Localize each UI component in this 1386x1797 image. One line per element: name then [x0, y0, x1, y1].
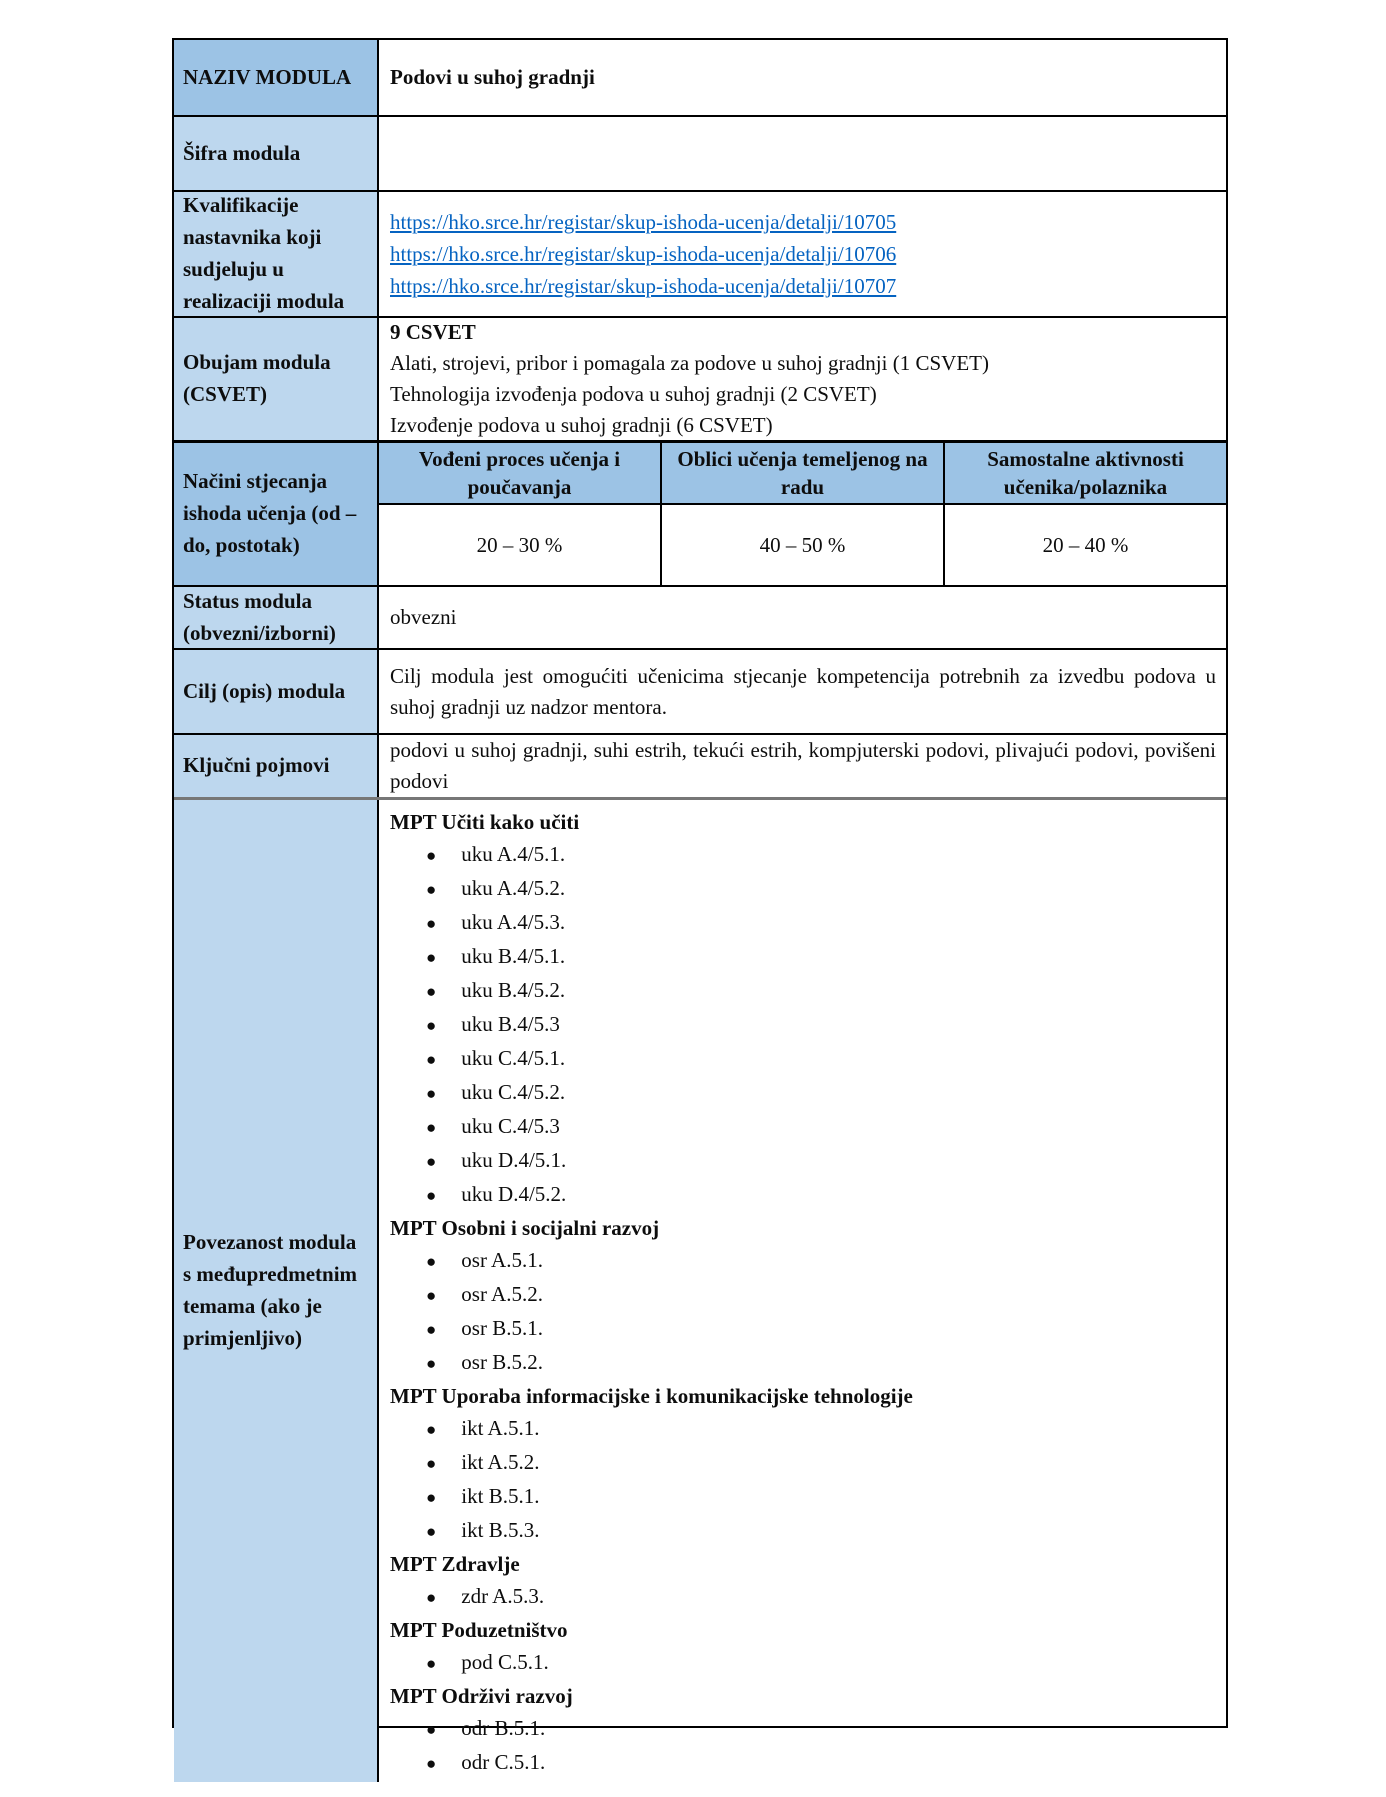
bullet-icon: ●	[426, 1420, 437, 1439]
mpt-group-heading: MPT Osobni i socijalni razvoj	[390, 1216, 660, 1240]
list-item	[390, 1076, 1216, 1110]
label-obujam-modula: Obujam modula (CSVET)	[174, 318, 379, 440]
list-item-text: ikt A.5.1.	[461, 1416, 540, 1440]
list-item-text: osr B.5.1.	[461, 1316, 543, 1340]
label-sifra-modula: Šifra modula	[174, 117, 379, 190]
cell-kvalifikacije	[379, 192, 1226, 316]
list-item	[390, 1514, 1216, 1548]
cell-sifra-modula	[379, 117, 1226, 190]
bullet-icon: ●	[426, 1588, 437, 1607]
list-item	[390, 872, 1216, 906]
list-item	[390, 1646, 1216, 1680]
list-item-text: odr C.5.1.	[461, 1750, 546, 1774]
list-item-text: uku B.4/5.2.	[461, 978, 566, 1002]
list-item-text: pod C.5.1.	[461, 1650, 549, 1674]
row-status-modula	[174, 585, 1226, 648]
nested-table-column	[943, 443, 1226, 585]
nested-table-column	[379, 443, 660, 585]
mpt-bullet-list	[390, 838, 1216, 1212]
list-item	[390, 1244, 1216, 1278]
list-item-text: osr A.5.1.	[461, 1248, 543, 1272]
mpt-group	[390, 1380, 1216, 1548]
module-title: Podovi u suhoj gradnji	[390, 65, 595, 89]
mpt-bullet-list	[390, 1712, 1216, 1780]
list-item	[390, 974, 1216, 1008]
cell-kljucni-pojmovi	[379, 735, 1226, 797]
list-item	[390, 1178, 1216, 1212]
bullet-icon: ●	[426, 1050, 437, 1069]
list-item	[390, 1312, 1216, 1346]
qualification-link[interactable]: https://hko.srce.hr/registar/skup-ishoda-ucenja/detalji/10705	[390, 210, 897, 234]
label-povezanost: Povezanost modula s međupredmetnim temama (ako je primjenljivo)	[174, 800, 379, 1782]
bullet-icon: ●	[426, 982, 437, 1001]
mpt-group-heading: MPT Održivi razvoj	[390, 1684, 573, 1708]
bullet-icon: ●	[426, 1454, 437, 1473]
qualification-links	[390, 206, 1216, 302]
row-kvalifikacije	[174, 190, 1226, 316]
module-goal-text: Cilj modula jest omogućiti učenicima stjecanje kompetencija potrebnih za izvedbu podova u suhoj gradnji uz nadzor mentora.	[390, 663, 1216, 719]
label-kljucni-pojmovi: Ključni pojmovi	[174, 735, 379, 797]
cell-povezanost	[379, 800, 1226, 1782]
list-item-text: osr A.5.2.	[461, 1282, 543, 1306]
label-kvalifikacije: Kvalifikacije nastavnika koji sudjeluju u realizaciji modula	[174, 192, 379, 316]
list-item	[390, 1412, 1216, 1446]
qualification-link[interactable]: https://hko.srce.hr/registar/skup-ishoda-ucenja/detalji/10707	[390, 274, 897, 298]
bullet-icon: ●	[426, 1720, 437, 1739]
cell-obujam-modula	[379, 318, 1226, 440]
list-item	[390, 838, 1216, 872]
nested-table-value: 40 – 50 %	[759, 532, 846, 557]
list-item-text: uku B.4/5.3	[461, 1012, 560, 1036]
bullet-icon: ●	[426, 914, 437, 933]
module-status-value: obvezni	[390, 605, 457, 629]
bullet-icon: ●	[426, 1016, 437, 1035]
bullet-icon: ●	[426, 1654, 437, 1673]
csvet-item: Izvođenje podova u suhoj gradnji (6 CSVET)	[390, 413, 773, 437]
label-status-modula: Status modula (obvezni/izborni)	[174, 587, 379, 648]
list-item	[390, 1480, 1216, 1514]
bullet-icon: ●	[426, 880, 437, 899]
row-povezanost	[174, 797, 1226, 1782]
list-item	[390, 1580, 1216, 1614]
csvet-total: 9 CSVET	[390, 320, 476, 344]
mpt-group	[390, 1212, 1216, 1380]
nested-table-header: Vođeni proces učenja i poučavanja	[379, 443, 660, 505]
label-cilj-modula: Cilj (opis) modula	[174, 650, 379, 733]
bullet-icon: ●	[426, 1084, 437, 1103]
bullet-icon: ●	[426, 1522, 437, 1541]
list-item-text: uku D.4/5.2.	[461, 1182, 567, 1206]
list-item	[390, 1346, 1216, 1380]
bullet-icon: ●	[426, 1320, 437, 1339]
mpt-group-heading: MPT Zdravlje	[390, 1552, 520, 1576]
list-item	[390, 1110, 1216, 1144]
mpt-group	[390, 1548, 1216, 1614]
bullet-icon: ●	[426, 1186, 437, 1205]
nested-table-value: 20 – 40 %	[1042, 532, 1129, 557]
list-item-text: uku C.4/5.2.	[461, 1080, 566, 1104]
list-item	[390, 1712, 1216, 1746]
csvet-breakdown	[390, 317, 1216, 441]
module-description-table	[172, 38, 1228, 1774]
list-item-text: ikt B.5.3.	[461, 1518, 540, 1542]
label-naziv-modula: NAZIV MODULA	[174, 40, 379, 115]
bullet-icon: ●	[426, 1286, 437, 1305]
list-item-text: uku A.4/5.3.	[461, 910, 566, 934]
list-item-text: osr B.5.2.	[461, 1350, 543, 1374]
bullet-icon: ●	[426, 1252, 437, 1271]
list-item	[390, 940, 1216, 974]
bullet-icon: ●	[426, 846, 437, 865]
nested-table-header: Oblici učenja temeljenog na radu	[662, 443, 943, 505]
row-sifra-modula	[174, 115, 1226, 190]
nested-table-column	[660, 443, 943, 585]
bullet-icon: ●	[426, 1488, 437, 1507]
list-item	[390, 1278, 1216, 1312]
list-item-text: odr B.5.1.	[461, 1716, 546, 1740]
mpt-bullet-list	[390, 1580, 1216, 1614]
csvet-items	[390, 348, 1216, 441]
mpt-bullet-list	[390, 1412, 1216, 1548]
bullet-icon: ●	[426, 1354, 437, 1373]
row-kljucni-pojmovi	[174, 733, 1226, 797]
mpt-group-heading: MPT Učiti kako učiti	[390, 810, 580, 834]
cell-status-modula	[379, 587, 1226, 648]
bullet-icon: ●	[426, 1754, 437, 1773]
list-item-text: ikt A.5.2.	[461, 1450, 540, 1474]
csvet-item: Tehnologija izvođenja podova u suhoj gradnji (2 CSVET)	[390, 382, 877, 406]
csvet-item: Alati, strojevi, pribor i pomagala za podove u suhoj gradnji (1 CSVET)	[390, 351, 989, 375]
cell-naziv-modula	[379, 40, 1226, 115]
qualification-link[interactable]: https://hko.srce.hr/registar/skup-ishoda-ucenja/detalji/10706	[390, 242, 897, 266]
list-item	[390, 906, 1216, 940]
list-item	[390, 1446, 1216, 1480]
list-item-text: uku B.4/5.1.	[461, 944, 566, 968]
list-item	[390, 1008, 1216, 1042]
learning-modes-table	[379, 443, 1226, 585]
row-obujam-modula	[174, 316, 1226, 440]
mpt-group-heading: MPT Uporaba informacijske i komunikacijske tehnologije	[390, 1384, 913, 1408]
row-naziv-modula	[174, 40, 1226, 115]
mpt-group-heading: MPT Poduzetništvo	[390, 1618, 568, 1642]
bullet-icon: ●	[426, 948, 437, 967]
mpt-bullet-list	[390, 1244, 1216, 1380]
label-nacini-stjecanja: Načini stjecanja ishoda učenja (od –do, postotak)	[174, 443, 379, 585]
mpt-group	[390, 1614, 1216, 1680]
list-item-text: zdr A.5.3.	[461, 1584, 545, 1608]
cell-nacini-stjecanja	[379, 443, 1226, 585]
list-item-text: uku D.4/5.1.	[461, 1148, 567, 1172]
list-item	[390, 1746, 1216, 1780]
row-cilj-modula	[174, 648, 1226, 733]
nested-table-value: 20 – 30 %	[476, 532, 563, 557]
list-item-text: uku C.4/5.3	[461, 1114, 560, 1138]
list-item	[390, 1042, 1216, 1076]
mpt-group	[390, 806, 1216, 1212]
nested-table-header: Samostalne aktivnosti učenika/polaznika	[945, 443, 1226, 505]
list-item-text: uku C.4/5.1.	[461, 1046, 566, 1070]
key-terms-text: podovi u suhoj gradnji, suhi estrih, tekući estrih, kompjuterski podovi, plivajući podovi, povišeni podovi	[390, 738, 1216, 793]
row-nacini-stjecanja	[174, 440, 1226, 585]
list-item-text: ikt B.5.1.	[461, 1484, 540, 1508]
list-item	[390, 1144, 1216, 1178]
bullet-icon: ●	[426, 1118, 437, 1137]
bullet-icon: ●	[426, 1152, 437, 1171]
cell-cilj-modula	[379, 650, 1226, 733]
list-item-text: uku A.4/5.1.	[461, 842, 566, 866]
mpt-group	[390, 1680, 1216, 1780]
list-item-text: uku A.4/5.2.	[461, 876, 566, 900]
mpt-bullet-list	[390, 1646, 1216, 1680]
